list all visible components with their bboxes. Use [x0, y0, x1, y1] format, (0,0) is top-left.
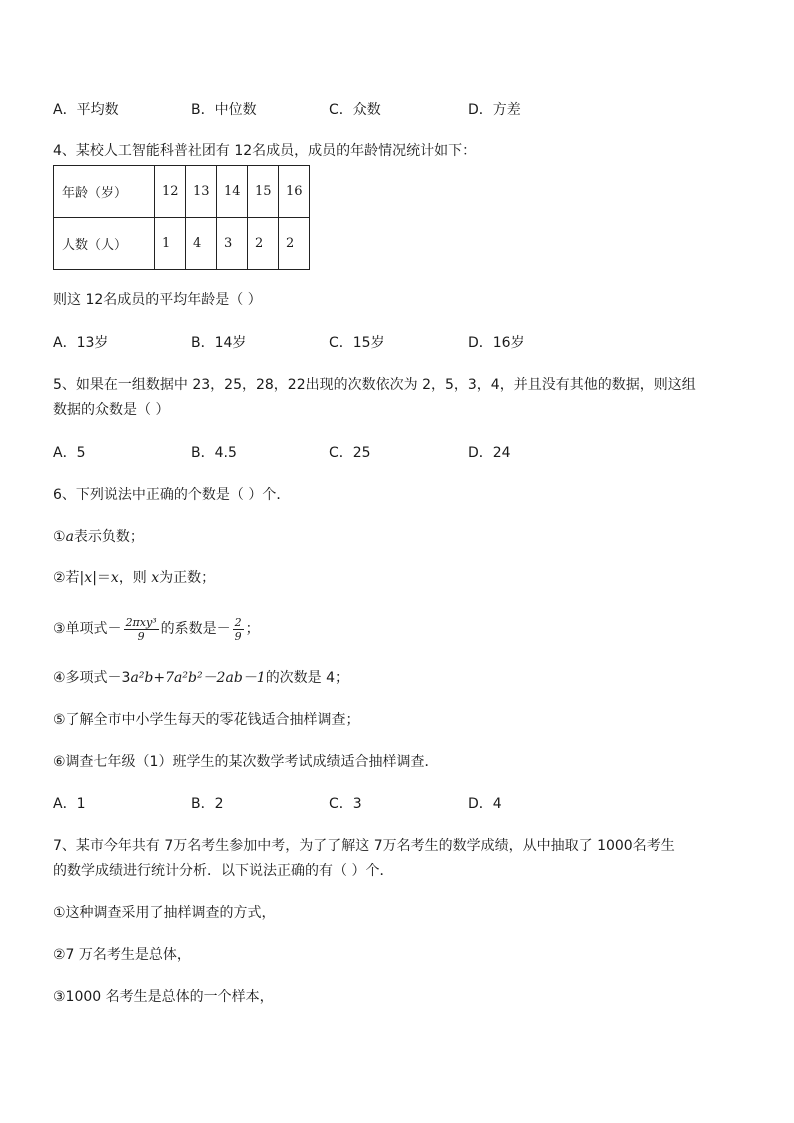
q6-s3-coef-numerator: 2 — [234, 615, 242, 629]
q5-option-d[interactable]: D．24 — [468, 445, 511, 461]
q6-s4-expression: a²b+7a²b²－2ab－1 — [130, 670, 266, 686]
q3-option-b[interactable]: B．中位数 — [191, 102, 257, 118]
q5-option-b[interactable]: B．4.5 — [191, 445, 237, 461]
q6-s2-mid: |＝ — [92, 570, 111, 586]
q4-option-d[interactable]: D．16岁 — [468, 335, 525, 351]
q6-statement-4 — [53, 668, 349, 688]
q6-statement-1 — [53, 527, 144, 547]
q6-option-b[interactable]: B．2 — [191, 796, 224, 812]
q6-s3-denominator: 9 — [137, 629, 145, 643]
q6-s2-prefix: ②若| — [53, 570, 85, 586]
q6-s4-prefix: ④多项式－3 — [53, 670, 131, 686]
q6-s4-text: 的次数是 4； — [265, 670, 350, 686]
q5-option-a[interactable]: A．5 — [53, 445, 86, 461]
q7-statement-3: ③1000 名考生是总体的一个样本， — [53, 989, 274, 1005]
q6-s2-var1: x — [84, 570, 93, 586]
q3-option-d[interactable]: D．方差 — [468, 102, 521, 118]
table-cell: 1 — [155, 218, 186, 270]
table-header-count: 人数（人） — [54, 218, 155, 270]
table-cell: 3 — [217, 218, 248, 270]
q4-option-b[interactable]: B．14岁 — [191, 335, 247, 351]
table-cell: 4 — [186, 218, 217, 270]
q6-s1-prefix: ① — [53, 529, 66, 545]
q6-statement-2 — [53, 568, 215, 588]
table-cell: 13 — [186, 166, 217, 218]
q6-statement-3 — [53, 612, 260, 646]
q6-s3-coefficient — [233, 616, 244, 643]
q6-s3-mid: 的系数是－ — [160, 621, 231, 637]
q6-option-a[interactable]: A．1 — [53, 796, 86, 812]
table-cell: 2 — [248, 218, 279, 270]
q6-stem: 6、下列说法中正确的个数是（ ）个． — [53, 487, 291, 503]
q6-statement-5: ⑤了解全市中小学生每天的零花钱适合抽样调查； — [53, 712, 360, 728]
q6-s2-var2: x — [110, 570, 119, 586]
table-cell: 14 — [217, 166, 248, 218]
q6-s3-coef-denominator: 9 — [234, 629, 242, 643]
table-cell: 16 — [279, 166, 310, 218]
q5-option-c[interactable]: C．25 — [329, 445, 371, 461]
q5-stem-line1: 5、如果在一组数据中 23，25，28，22出现的次数依次为 2，5，3，4，并且没有其他的数据，则这组 — [53, 377, 696, 393]
q6-s3-text: ； — [245, 621, 260, 637]
q6-s2-var3: x — [151, 570, 160, 586]
age-table — [53, 165, 310, 270]
table-cell: 15 — [248, 166, 279, 218]
table-row — [54, 218, 310, 270]
q4-stem: 4、某校人工智能科普社团有 12名成员，成员的年龄情况统计如下： — [53, 143, 477, 159]
q5-stem-line2: 数据的众数是（ ） — [53, 402, 170, 418]
q4-option-c[interactable]: C．15岁 — [329, 335, 385, 351]
q6-s3-prefix: ③单项式－ — [53, 621, 122, 637]
q6-s3-fraction — [124, 616, 159, 643]
q6-option-d[interactable]: D．4 — [468, 796, 502, 812]
table-header-age: 年龄（岁） — [54, 166, 155, 218]
q4-question: 则这 12名成员的平均年龄是（ ） — [53, 292, 262, 308]
q6-s1-var: a — [65, 529, 74, 545]
q7-statement-2: ②7 万名考生是总体， — [53, 947, 191, 963]
table-cell: 12 — [155, 166, 186, 218]
q6-option-c[interactable]: C．3 — [329, 796, 362, 812]
q6-s2-text: 为正数； — [159, 570, 216, 586]
q6-s3-numerator: 2πxy³ — [125, 615, 157, 629]
q6-s1-text: 表示负数； — [73, 529, 144, 545]
table-cell: 2 — [279, 218, 310, 270]
q7-stem-line2: 的数学成绩进行统计分析．以下说法正确的有（ ）个． — [53, 863, 394, 879]
table-row — [54, 166, 310, 218]
q4-option-a[interactable]: A．13岁 — [53, 335, 109, 351]
q6-statement-6: ⑥调查七年级（1）班学生的某次数学考试成绩适合抽样调查． — [53, 754, 439, 770]
q7-stem-line1: 7、某市今年共有 7万名考生参加中考，为了了解这 7万名考生的数学成绩，从中抽取了 1000名考生 — [53, 838, 675, 854]
q6-s2-mid2: ，则 — [118, 570, 152, 586]
q3-option-c[interactable]: C．众数 — [329, 102, 381, 118]
q3-option-a[interactable]: A．平均数 — [53, 102, 119, 118]
q7-statement-1: ①这种调查采用了抽样调查的方式， — [53, 905, 276, 921]
